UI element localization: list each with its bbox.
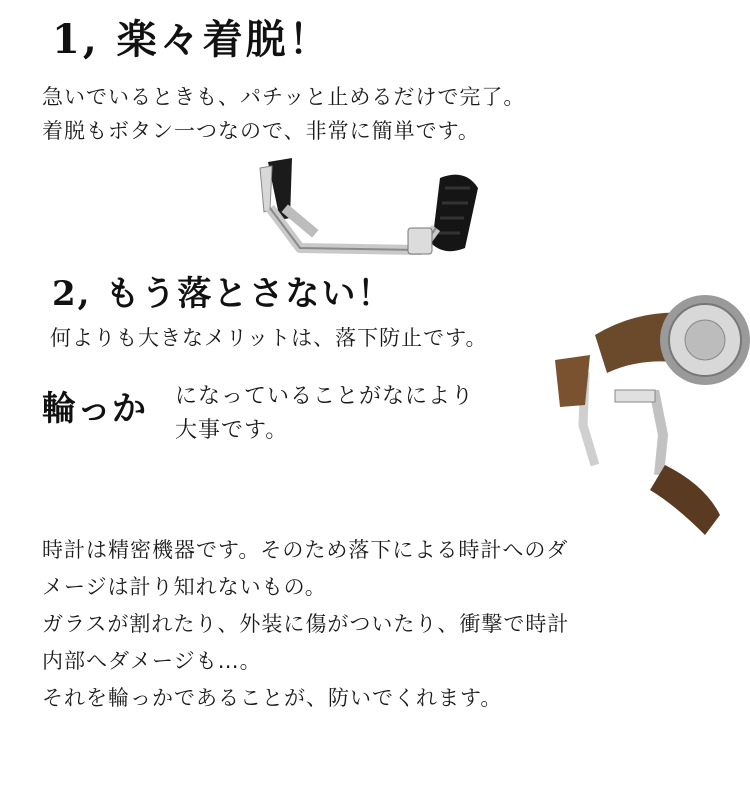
text-line: 大事です。 xyxy=(175,418,289,443)
watch-with-clasp-image xyxy=(555,295,750,540)
text-line: 内部へダメージも…。 xyxy=(42,649,262,673)
section2-side-text xyxy=(175,380,474,448)
emphasis-word: 輪っか xyxy=(42,389,147,429)
text-line: 時計は精密機器です。そのため落下による時計へのダ xyxy=(42,538,569,562)
text-line: 着脱もボタン一つなので、非常に簡単です。 xyxy=(42,119,480,143)
deployment-clasp-image xyxy=(240,158,490,270)
text-line: メージは計り知れないもの。 xyxy=(42,575,327,599)
section2-lead: 何よりも大きなメリットは、落下防止です。 xyxy=(50,326,488,350)
section3-text xyxy=(42,532,569,717)
text-line: 急いでいるときも、パチッと止めるだけで完了。 xyxy=(42,85,526,109)
section1-heading: 1, 楽々着脱！ xyxy=(52,16,332,63)
section2-heading: 2, もう落とさない！ xyxy=(52,274,394,314)
text-line: になっていることがなにより xyxy=(175,384,475,409)
text-line: それを輪っかであることが、防いでくれます。 xyxy=(42,686,503,710)
section1-text xyxy=(42,80,525,148)
text-line: ガラスが割れたり、外装に傷がついたり、衝撃で時計 xyxy=(42,612,570,636)
